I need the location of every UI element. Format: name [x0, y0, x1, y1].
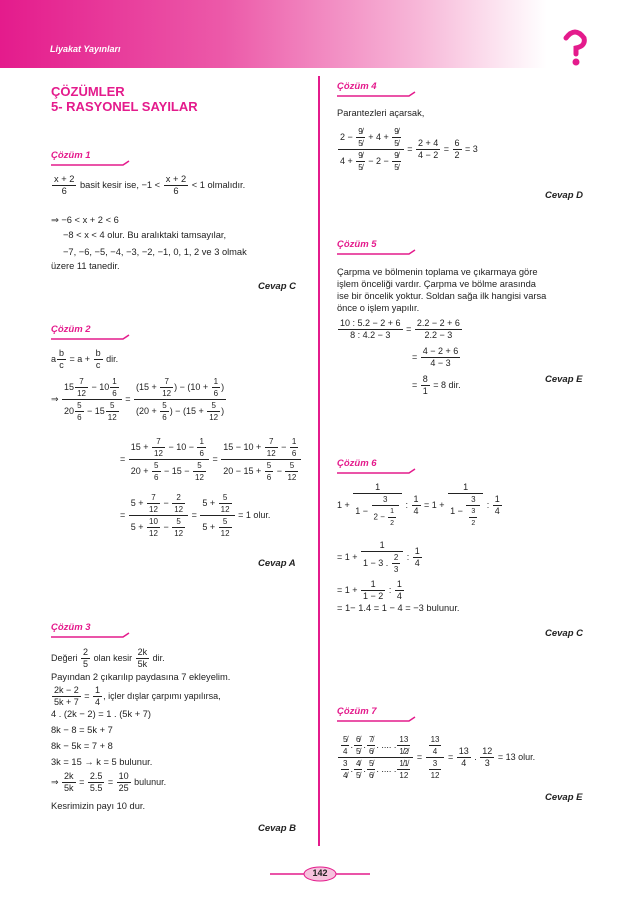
solution-1-answer: Cevap C [258, 281, 297, 292]
solution-5-step3: = $\frac{8}{1}$ = 8 dir. [412, 374, 461, 396]
solution-3-line8: ⇒ $\frac{2k}{5k}$ = $\frac{2.5}{5.5}$ = $\frac{10}{25}$ bulunur. [51, 771, 167, 793]
solution-5-answer: Cevap E [545, 374, 583, 385]
solution-5-para3: ise bir öncelik yoktur. Soldan sağa ilk hangisi varsa [337, 291, 547, 301]
solution-1-line5: üzere 11 tanedir. [51, 261, 120, 271]
solution-2-answer: Cevap A [258, 558, 296, 569]
solution-6-result: = 1− 1.4 = 1 − 4 = −3 bulunur. [337, 603, 460, 613]
solution-2-step2: = 15 + $\frac{7}{12}$ − 10 − $\frac{1}{6}$ 20 + $\frac{5}{6}$ − 15 − $\frac{5}{12}$ = 15 − 10 + $\frac{7}{12}$ − $\frac{1}{6}$ 20 − 15 + $\frac{5}{6}$ − $\frac{5}{12}$ [120, 436, 302, 483]
solution-2-step1: ⇒ 15 $\frac{7}{12}$ − 10 $\frac{1}{6}$ 20 $\frac{5}{6}$ − 15 $\frac{5}{12}$ = (15 + $\frac{7}{12}$ ) − (10 + $\frac{1}{6}$ ) (20 + $\frac{5}{6}$ ) − (15 + $\frac{5}{12}$ ) [51, 377, 225, 422]
publisher-logo [560, 28, 590, 68]
solution-5-para1: Çarpma ve bölmenin toplama ve çıkarmaya göre [337, 267, 538, 277]
column-divider [318, 76, 320, 846]
solution-7-expr: $\frac{5̸}{4}$ . $\frac{6̸}{5̸}$ . $\frac{7̸}{6̸}$ . .... . $\frac{13}{1̸2̸}$ $\frac{3}{4̸}$ . $\frac{4̸}{5̸}$ . $\frac{5̸}{6̸}$ . .... . $\frac{1̸1̸}{12}$ = $\frac{\frac{13}{4}}{\frac{3}{12}}$ = $\frac{13}{4}$ . $\frac{12}{3}$ = 13 olur. [337, 734, 535, 781]
solution-4-label: Çözüm 4 [337, 81, 377, 92]
page-number: 142 [312, 868, 328, 878]
publisher-name: Liyakat Yayınları [50, 44, 121, 54]
solution-4-intro: Parantezleri açarsak, [337, 108, 425, 118]
solution-3-line1: Değeri $\frac{2}{5}$ olan kesir $\frac{2k}{5k}$ dir. [51, 647, 165, 669]
section-title: ÇÖZÜMLER [51, 84, 125, 99]
solution-3-line7: 3k = 15 → k = 5 bulunur. [51, 757, 153, 767]
solution-3-answer: Cevap B [258, 823, 297, 834]
solution-1-line4: −7, −6, −5, −4, −3, −2, −1, 0, 1, 2 ve 3 olmak [63, 247, 247, 257]
solution-7-answer: Cevap E [545, 792, 583, 803]
solution-3-line6: 8k − 5k = 7 + 8 [51, 741, 113, 751]
solution-3-line9: Kesrimizin payı 10 dur. [51, 801, 146, 811]
solution-1-label: Çözüm 1 [51, 150, 91, 161]
solution-2-label: Çözüm 2 [51, 324, 91, 335]
solution-5-step2: = $\frac{4 - 2 + 6}{4 - 3}$ [412, 346, 459, 368]
solution-3-line5: 8k − 8 = 5k + 7 [51, 725, 113, 735]
solution-6-step2: = 1 + 1 1 − 3 . $\frac{2}{3}$ : $\frac{1}{4}$ [337, 540, 420, 574]
solution-3-line4: 4 . (2k − 2) = 1 . (5k + 7) [51, 709, 151, 719]
solution-1-line3: −8 < x < 4 olur. Bu aralıktaki tamsayılar, [63, 230, 227, 240]
solution-1-line1: $\frac{x + 2}{6}$ basit kesir ise, −1 < $\frac{x + 2}{6}$ < 1 olmalıdır. [54, 174, 246, 196]
solution-5-para2: işlem önceliği vardır. Çarpma ve bölme arasında [337, 279, 536, 289]
solution-1-line2: ⇒ −6 < x + 2 < 6 [51, 215, 119, 225]
solution-6-answer: Cevap C [545, 628, 584, 639]
solution-2-step3: = 5 + $\frac{7}{12}$ − $\frac{2}{12}$ 5 + $\frac{10}{12}$ − $\frac{5}{12}$ = 5 + $\frac{5}{12}$ 5 + $\frac{5}{12}$ = 1 olur. [120, 493, 271, 538]
solution-3-line2: Payından 2 çıkarılıp paydasına 7 ekleyelim. [51, 672, 231, 682]
solution-5-label: Çözüm 5 [337, 239, 377, 250]
section-subtitle: 5- RASYONEL SAYILAR [51, 99, 198, 114]
solution-4-expr: 2 − $\frac{9̸}{5̸}$ + 4 + $\frac{9̸}{5̸}$ 4 + $\frac{9̸}{5̸}$ − 2 − $\frac{9̸}{5̸}$ = $\frac{2 + 4}{4 - 2}$ = $\frac{6}{2}$ = 3 [340, 127, 478, 172]
header-band [0, 0, 643, 68]
page-number-badge [270, 866, 370, 882]
solution-7-label: Çözüm 7 [337, 706, 377, 717]
solution-3-label: Çözüm 3 [51, 622, 91, 633]
solution-5-para4: önce o işlem yapılır. [337, 303, 420, 313]
solution-6-step3: = 1 + $\frac{1}{1 - 2}$ : $\frac{1}{4}$ [337, 579, 402, 601]
solution-4-answer: Cevap D [545, 190, 584, 201]
solution-6-step1: 1 + 1 1 − 3 2 − $\frac{1}{2}$ : $\frac{1}{4}$ = 1 + 1 1 − $\frac{3}{\frac{3}{2}}$ : $\frac{1}{4}$ [337, 482, 500, 527]
solution-3-line3: $\frac{2k - 2}{5k + 7}$ = $\frac{1}{4}$ , içler dışlar çarpımı yapılırsa, [54, 685, 221, 707]
solution-2-rule: a $\frac{b}{c}$ = a + $\frac{b}{c}$ dir. [51, 348, 119, 370]
solution-6-label: Çözüm 6 [337, 458, 377, 469]
solution-5-step1: $\frac{10 : 5.2 - 2 + 6}{8 : 4.2 - 3}$ = $\frac{2.2 - 2 + 6}{2.2 - 3}$ [340, 318, 460, 340]
